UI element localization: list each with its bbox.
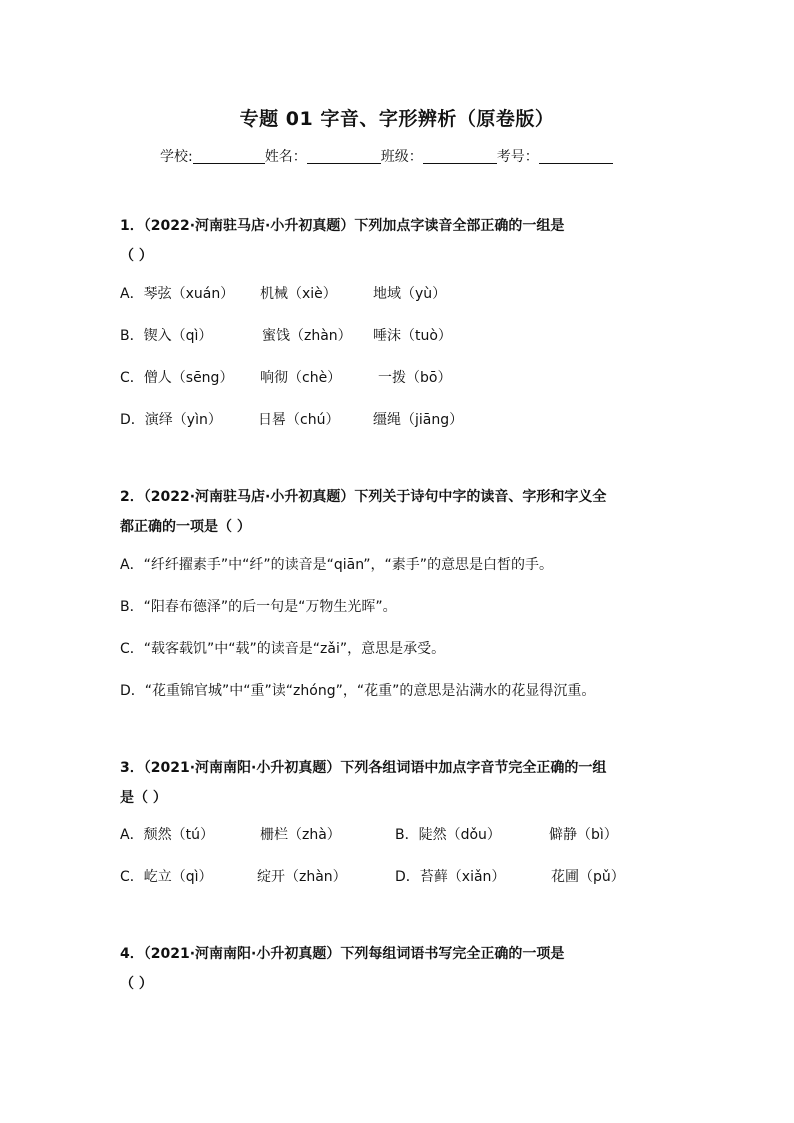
question-2-option-d: D．“花重锦官城”中“重”读“zhóng”，“花重”的意思是沾满水的花显得沉重。 — [120, 683, 596, 699]
question-3-option-c-word-2: 绽开（zhàn） — [257, 869, 347, 885]
question-3-option-b-word-1: B．陡然（dǒu） — [395, 827, 501, 843]
question-2-option-a: A．“纤纤擢素手”中“纤”的读音是“qiān”，“素手”的意思是白皙的手。 — [120, 557, 554, 573]
exam-no-blank[interactable] — [539, 149, 613, 164]
school-label: 学校: — [160, 149, 193, 165]
class-blank[interactable] — [423, 149, 497, 164]
question-2-stem-line1: 2．（2022·河南驻马店·小升初真题）下列关于诗句中字的读音、字形和字义全 — [120, 489, 607, 505]
name-blank[interactable] — [307, 149, 381, 164]
question-1-option-b-word-1: B．锲入（qì） — [120, 328, 213, 344]
name-label: 姓名： — [264, 149, 307, 165]
question-1-option-b-word-2: 蜜饯（zhàn） — [262, 328, 352, 344]
question-4-stem-line2: （ ） — [120, 976, 153, 992]
question-1-option-a-word-3: 地域（yù） — [373, 286, 447, 302]
school-blank[interactable] — [193, 149, 265, 164]
question-1-option-d-word-2: 日晷（chú） — [258, 412, 340, 428]
question-1-stem-line1: 1．（2022·河南驻马店·小升初真题）下列加点字读音全部正确的一组是 — [120, 218, 565, 234]
question-4-stem — [120, 939, 690, 999]
class-label: 班级： — [380, 149, 423, 165]
question-3-stem-line2: 是（ ） — [120, 790, 167, 806]
question-3-stem — [120, 753, 690, 813]
question-1-option-d-word-1: D．演绎（yìn） — [120, 412, 222, 428]
question-3-stem-line1: 3．（2021·河南南阳·小升初真题）下列各组词语中加点字音节完全正确的一组 — [120, 760, 607, 776]
question-2-stem-line2: 都正确的一项是（ ） — [120, 519, 251, 535]
question-4-stem-line1: 4．（2021·河南南阳·小升初真题）下列每组词语书写完全正确的一项是 — [120, 946, 565, 962]
question-1-option-c-word-3: 一拨（bō） — [378, 370, 452, 386]
question-3-option-d-word-1: D．苔藓（xiǎn） — [395, 869, 506, 885]
question-3-option-c-word-1: C．屹立（qì） — [120, 869, 213, 885]
question-3-option-b-word-2: 僻静（bì） — [549, 827, 618, 843]
question-3-option-a-word-1: A．颓然（tú） — [120, 827, 214, 843]
question-2-option-c: C．“载客载饥”中“载”的读音是“zǎi”，意思是承受。 — [120, 641, 446, 657]
question-1-option-c-word-1: C．僧人（sēng） — [120, 370, 234, 386]
question-1-stem — [120, 211, 690, 271]
question-1-option-d-word-3: 缰绳（jiāng） — [373, 412, 464, 428]
page-title: 专题 01 字音、字形辨析（原卷版） — [239, 108, 555, 130]
question-1-option-b-word-3: 唾沫（tuò） — [373, 328, 452, 344]
question-1-option-a-word-1: A．琴弦（xuán） — [120, 286, 235, 302]
question-1-stem-line2: （ ） — [120, 248, 153, 264]
student-info-line — [160, 146, 613, 166]
exam-no-label: 考号： — [496, 149, 539, 165]
question-1-option-a-word-2: 机械（xiè） — [260, 286, 337, 302]
question-2-option-b: B．“阳春布德泽”的后一句是“万物生光晖”。 — [120, 599, 397, 615]
question-2-stem — [120, 482, 690, 542]
question-1-option-c-word-2: 响彻（chè） — [260, 370, 342, 386]
question-3-option-a-word-2: 栅栏（zhà） — [260, 827, 341, 843]
question-3-option-d-word-2: 花圃（pǔ） — [551, 869, 625, 885]
